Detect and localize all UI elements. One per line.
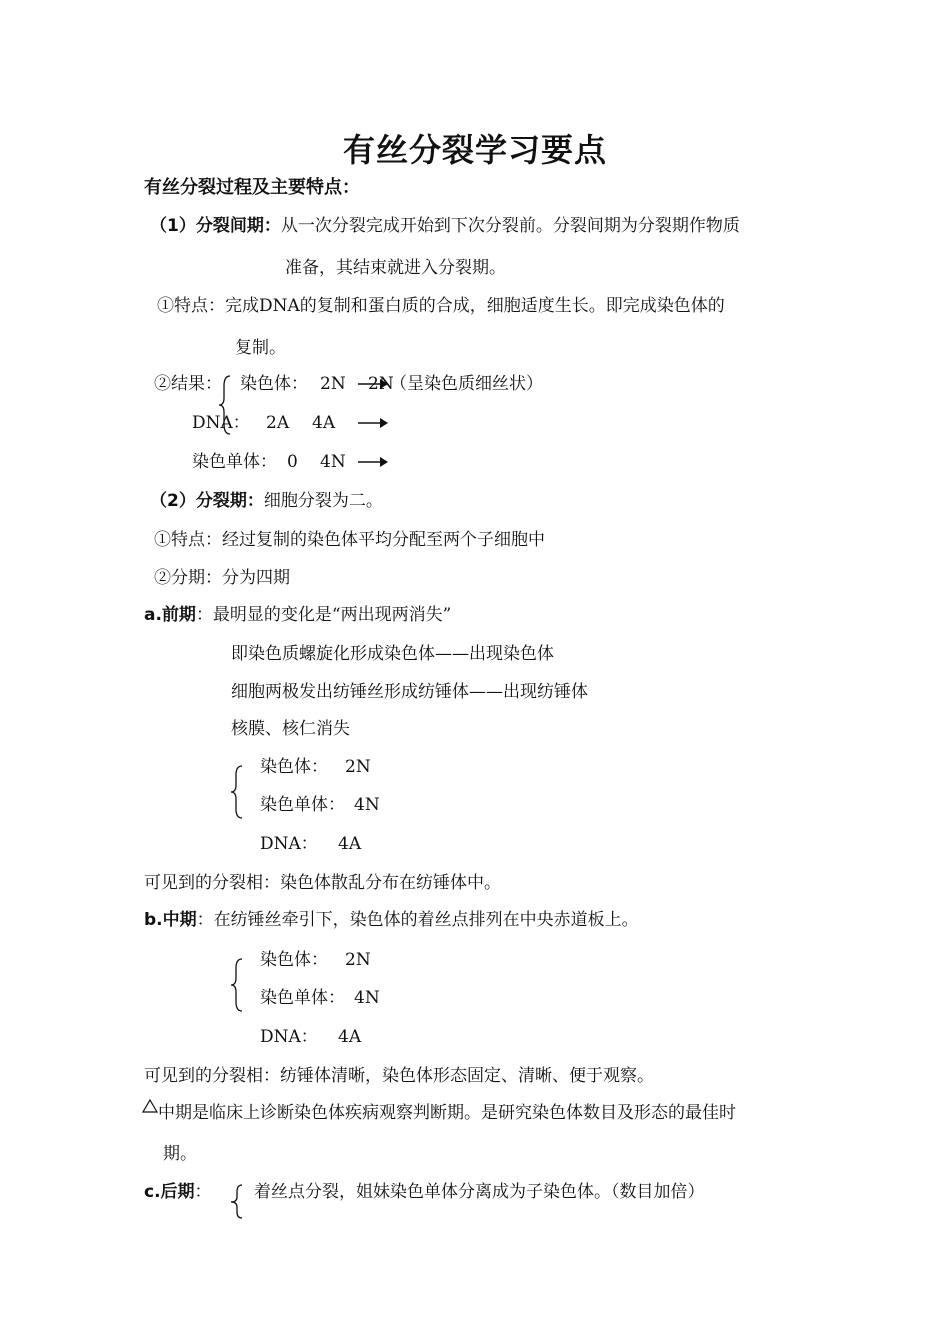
triangle-icon — [142, 1099, 158, 1113]
prophase-line — [144, 603, 451, 627]
prophase-label: a.前期 — [144, 605, 196, 625]
interphase-label: （1）分裂间期： — [150, 216, 281, 236]
metaphase-note-1: 中期是临床上诊断染色体疾病观察判断期。是研究染色体数目及形态的最佳时 — [158, 1103, 736, 1123]
anaphase-text: 着丝点分裂，姐妹染色单体分离成为子染色体。（数目加倍） — [254, 1182, 705, 1202]
interphase-feature-2: 复制。 — [235, 338, 286, 358]
division-label: （2）分裂期： — [150, 491, 264, 511]
result-row-chromosome-to: 2N — [368, 374, 394, 394]
prophase-count-chromatid-value: 4N — [354, 795, 380, 815]
result-row-dna-to: 4A — [312, 413, 336, 433]
metaphase-count-dna-name: DNA： — [260, 1027, 318, 1047]
result-row-chromosome-note: （呈染色质细丝状） — [390, 374, 543, 394]
prophase-brace-icon — [228, 764, 246, 820]
result-row-chromatid-to: 4N — [320, 452, 346, 472]
metaphase-brace-icon — [228, 957, 246, 1013]
interphase-text-1: 从一次分裂完成开始到下次分裂前。分裂间期为分裂期作物质 — [280, 216, 740, 236]
prophase-count-dna-value: 4A — [338, 834, 362, 854]
metaphase-count-dna-value: 4A — [338, 1027, 362, 1047]
division-periods: ②分期：分为四期 — [154, 568, 290, 588]
prophase-line-3: 核膜、核仁消失 — [231, 719, 350, 739]
anaphase-label: c.后期 — [144, 1182, 195, 1202]
prophase-text: ：最明显的变化是“两出现两消失” — [195, 605, 452, 625]
metaphase-label: b.中期 — [144, 910, 197, 930]
result-row-chromosome-from: 2N — [320, 374, 346, 394]
metaphase-visible: 可见到的分裂相：纺锤体清晰，染色体形态固定、清晰、便于观察。 — [144, 1066, 654, 1086]
result-row-dna-from: 2A — [266, 413, 290, 433]
anaphase-brace-icon — [228, 1184, 246, 1220]
result-row-chromatid-name: 染色单体： — [192, 452, 277, 472]
prophase-line-2: 细胞两极发出纺锤丝形成纺锤体——出现纺锤体 — [231, 682, 588, 702]
metaphase-line — [144, 908, 639, 932]
division-feature: ①特点：经过复制的染色体平均分配至两个子细胞中 — [154, 530, 545, 550]
prophase-count-chromosome-name: 染色体： — [260, 757, 328, 777]
metaphase-count-chromosome-value: 2N — [345, 950, 371, 970]
division-line — [150, 489, 383, 513]
anaphase-colon: ： — [194, 1182, 212, 1202]
interphase-line-1 — [150, 214, 740, 238]
metaphase-count-chromatid-value: 4N — [354, 988, 380, 1008]
section-heading: 有丝分裂过程及主要特点： — [144, 177, 360, 198]
prophase-line-1: 即染色质螺旋化形成染色体——出现染色体 — [231, 644, 554, 664]
result-row-chromosome-name: 染色体： — [240, 374, 308, 394]
prophase-visible: 可见到的分裂相：染色体散乱分布在纺锤体中。 — [144, 873, 501, 893]
metaphase-count-chromosome-name: 染色体： — [260, 950, 328, 970]
prophase-count-dna-name: DNA： — [260, 834, 318, 854]
division-text: 细胞分裂为二。 — [263, 491, 383, 511]
interphase-text-2: 准备，其结束就进入分裂期。 — [285, 258, 506, 278]
metaphase-text: ：在纺锤丝牵引下，染色体的着丝点排列在中央赤道板上。 — [196, 910, 639, 930]
prophase-count-chromatid-name: 染色单体： — [260, 795, 345, 815]
result-row-chromatid-from: 0 — [287, 452, 298, 472]
anaphase-label-line — [144, 1180, 212, 1204]
metaphase-note-2: 期。 — [163, 1144, 197, 1164]
interphase-feature-1: ①特点：完成DNA的复制和蛋白质的合成，细胞适度生长。即完成染色体的 — [157, 296, 725, 316]
arrow-right-icon — [358, 456, 388, 468]
page-title: 有丝分裂学习要点 — [342, 131, 607, 169]
metaphase-count-chromatid-name: 染色单体： — [260, 988, 345, 1008]
result-label: ②结果： — [154, 374, 222, 394]
prophase-count-chromosome-value: 2N — [345, 757, 371, 777]
arrow-right-icon — [358, 417, 388, 429]
result-row-dna-name: DNA： — [192, 413, 250, 433]
